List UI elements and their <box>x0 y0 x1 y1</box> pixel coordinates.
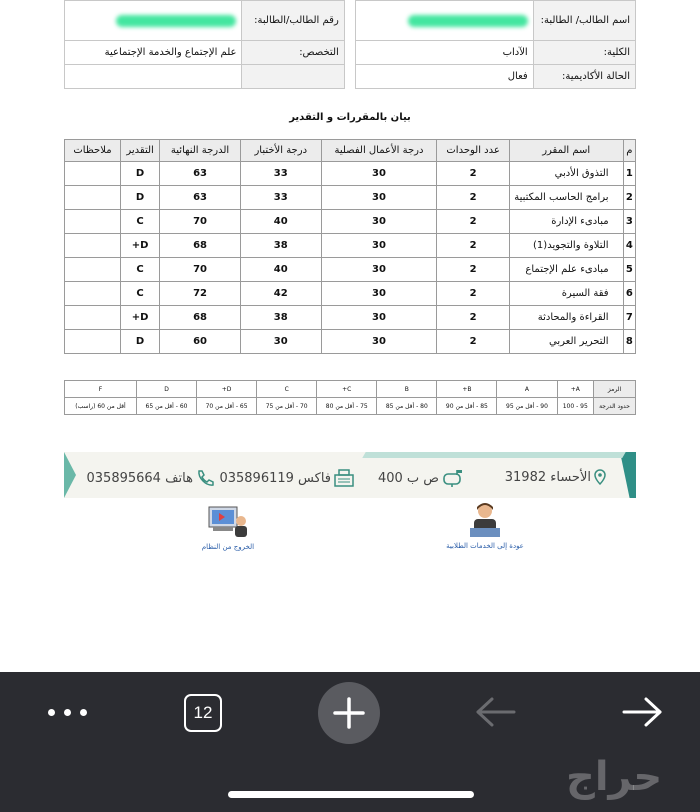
scale-symbol: B <box>377 381 437 398</box>
cell-final: 70 <box>160 258 241 282</box>
scale-symbol: C <box>257 381 317 398</box>
back-button[interactable] <box>474 696 518 732</box>
cell-units: 2 <box>437 306 509 330</box>
scale-range: أقل من 60 (راسب) <box>65 398 137 415</box>
college-value: الآداب <box>356 41 533 65</box>
cell-grade: D <box>120 186 159 210</box>
cell-final: 68 <box>160 234 241 258</box>
cell-n: 1 <box>623 162 635 186</box>
cell-n: 4 <box>623 234 635 258</box>
cell-coursework: 30 <box>321 186 437 210</box>
more-menu-button[interactable] <box>44 704 94 724</box>
back-to-services-link[interactable] <box>430 500 540 550</box>
table-row <box>65 258 636 282</box>
table-row <box>65 186 636 210</box>
cell-coursework: 30 <box>321 234 437 258</box>
phone-icon <box>196 469 214 487</box>
cell-coursework: 30 <box>321 330 437 354</box>
cell-course: التذوق الأدبي <box>509 162 623 186</box>
cell-exam: 33 <box>240 186 321 210</box>
student-name-label: اسم الطالب/ الطالبة: <box>533 1 635 41</box>
cell-units: 2 <box>437 186 509 210</box>
location-pin-icon <box>594 469 606 485</box>
cell-final: 63 <box>160 162 241 186</box>
scale-range: 95 - 100 <box>557 398 593 415</box>
cell-coursework: 30 <box>321 282 437 306</box>
scale-range: 75 - أقل من 80 <box>317 398 377 415</box>
cell-units: 2 <box>437 162 509 186</box>
computer-user-icon <box>205 505 251 541</box>
cell-grade: C <box>120 258 159 282</box>
cell-grade: C <box>120 282 159 306</box>
cell-exam: 38 <box>240 306 321 330</box>
col-header-exam: درجة الأختبار <box>240 140 321 162</box>
scale-symbol: D <box>136 381 196 398</box>
fax-icon <box>334 469 354 487</box>
table-row <box>65 210 636 234</box>
scale-range: 90 - أقل من 95 <box>497 398 557 415</box>
section-title: بيان بالمقررات و التقدير <box>289 112 411 123</box>
contact-city: الأحساء 31982 <box>505 469 606 485</box>
cell-course: القراءة والمحادثة <box>509 306 623 330</box>
cell-final: 63 <box>160 186 241 210</box>
receptionist-icon <box>466 500 504 540</box>
mailbox-icon <box>442 469 464 487</box>
cell-course: مبادىء الإدارة <box>509 210 623 234</box>
cell-notes <box>65 162 121 186</box>
cell-notes <box>65 330 121 354</box>
status-value: فعال <box>356 65 533 89</box>
table-row <box>65 234 636 258</box>
cell-notes <box>65 186 121 210</box>
cell-units: 2 <box>437 258 509 282</box>
scale-symbol: F <box>65 381 137 398</box>
scale-symbol: C+ <box>317 381 377 398</box>
col-header-coursework: درجة الأعمال الفصلية <box>321 140 437 162</box>
cell-notes <box>65 210 121 234</box>
logout-link[interactable] <box>188 505 268 551</box>
college-label: الكلية: <box>533 41 635 65</box>
scale-range: 70 - أقل من 75 <box>257 398 317 415</box>
scale-symbol: A+ <box>557 381 593 398</box>
scale-range: 85 - أقل من 90 <box>437 398 497 415</box>
browser-toolbar <box>0 672 700 812</box>
cell-n: 2 <box>623 186 635 210</box>
col-header-notes: ملاحظات <box>65 140 121 162</box>
cell-final: 68 <box>160 306 241 330</box>
cell-n: 5 <box>623 258 635 282</box>
back-arrow-icon <box>474 696 518 728</box>
cell-exam: 30 <box>240 330 321 354</box>
forward-button[interactable] <box>620 696 664 732</box>
more-dots-icon <box>48 709 55 716</box>
cell-grade: D <box>120 330 159 354</box>
scale-symbols-row <box>65 381 636 398</box>
contact-phone: هاتف 035895664 <box>87 469 214 487</box>
major-label: التخصص: <box>242 41 344 65</box>
scale-symbol: A <box>497 381 557 398</box>
cell-exam: 38 <box>240 234 321 258</box>
cell-grade: D+ <box>120 234 159 258</box>
cell-grade: D <box>120 162 159 186</box>
empty-label <box>242 65 344 89</box>
cell-final: 72 <box>160 282 241 306</box>
cell-notes <box>65 258 121 282</box>
cell-exam: 40 <box>240 258 321 282</box>
table-row <box>65 282 636 306</box>
scale-range-label: حدود الدرجة <box>594 398 636 415</box>
empty-value <box>65 65 242 89</box>
student-id-label: رقم الطالب/الطالبة: <box>242 1 344 41</box>
table-row <box>65 330 636 354</box>
back-to-services-label: عودة إلى الخدمات الطلابية <box>446 542 524 550</box>
table-row <box>65 162 636 186</box>
cell-exam: 33 <box>240 162 321 186</box>
cell-notes <box>65 282 121 306</box>
cell-final: 70 <box>160 210 241 234</box>
cell-course: التلاوة والتجويد(1) <box>509 234 623 258</box>
col-header-final: الدرجة النهائية <box>160 140 241 162</box>
cell-coursework: 30 <box>321 258 437 282</box>
cell-exam: 40 <box>240 210 321 234</box>
cell-n: 3 <box>623 210 635 234</box>
new-tab-button[interactable] <box>318 682 380 744</box>
cell-n: 8 <box>623 330 635 354</box>
cell-course: فقة السيرة <box>509 282 623 306</box>
grade-scale-table <box>64 380 636 415</box>
col-header-grade: التقدير <box>120 140 159 162</box>
cell-n: 7 <box>623 306 635 330</box>
student-name-value <box>356 1 533 41</box>
cell-coursework: 30 <box>321 162 437 186</box>
cell-grade: D+ <box>120 306 159 330</box>
cell-course: برامج الحاسب المكتبية <box>509 186 623 210</box>
status-label: الحالة الأكاديمية: <box>533 65 635 89</box>
table-row <box>65 306 636 330</box>
cell-exam: 42 <box>240 282 321 306</box>
cell-units: 2 <box>437 210 509 234</box>
col-header-course: اسم المقرر <box>509 140 623 162</box>
forward-arrow-icon <box>620 696 664 728</box>
plus-icon <box>318 682 380 744</box>
cell-notes <box>65 306 121 330</box>
haraj-watermark: حراج <box>566 754 663 800</box>
col-header-units: عدد الوحدات <box>437 140 509 162</box>
grades-table <box>64 139 636 354</box>
scale-symbol: D+ <box>197 381 257 398</box>
cell-course: التحرير العربي <box>509 330 623 354</box>
contact-pobox: ص ب 400 <box>378 469 464 487</box>
student-info-table <box>64 0 636 89</box>
cell-grade: C <box>120 210 159 234</box>
redacted-name <box>408 15 528 27</box>
home-indicator[interactable] <box>228 791 474 798</box>
scale-range: 65 - أقل من 70 <box>197 398 257 415</box>
redacted-id <box>116 15 236 27</box>
scale-range: 80 - أقل من 85 <box>377 398 437 415</box>
col-header-index: م <box>623 140 635 162</box>
major-value: علم الإجتماع والخدمة الإجتماعية <box>65 41 242 65</box>
scale-ranges-row <box>65 398 636 415</box>
scale-symbol: B+ <box>437 381 497 398</box>
cell-units: 2 <box>437 234 509 258</box>
scale-range: 60 - أقل من 65 <box>136 398 196 415</box>
tabs-button[interactable]: 12 <box>184 694 222 732</box>
cell-units: 2 <box>437 330 509 354</box>
cell-units: 2 <box>437 282 509 306</box>
cell-course: مبادىء علم الإجتماع <box>509 258 623 282</box>
contact-fax: فاكس 035896119 <box>219 469 354 487</box>
cell-notes <box>65 234 121 258</box>
student-id-value <box>65 1 242 41</box>
scale-symbol-label: الرمز <box>594 381 636 398</box>
logout-label: الخروج من النظام <box>201 543 255 551</box>
grades-header-row <box>65 140 636 162</box>
cell-final: 60 <box>160 330 241 354</box>
cell-coursework: 30 <box>321 210 437 234</box>
cell-n: 6 <box>623 282 635 306</box>
banner-accent <box>620 452 636 498</box>
contact-banner <box>64 452 636 498</box>
cell-coursework: 30 <box>321 306 437 330</box>
